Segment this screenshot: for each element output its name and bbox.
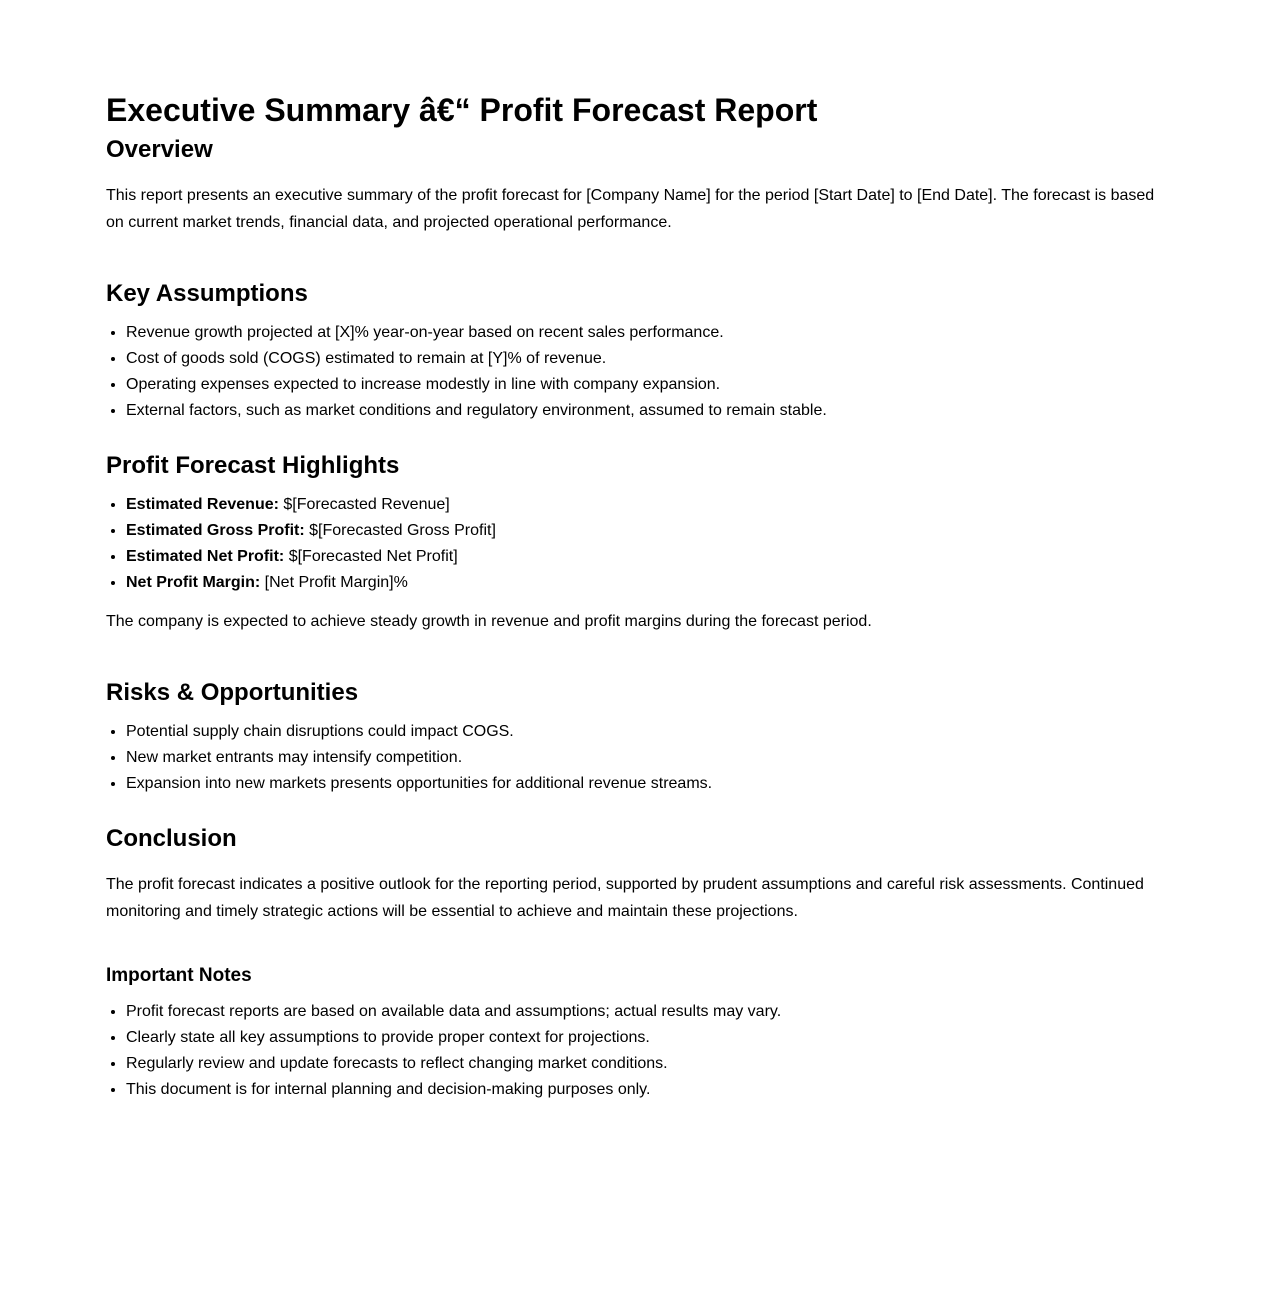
highlight-label: Net Profit Margin: [126, 574, 261, 591]
list-item: • Clearly state all key assumptions to provide proper context for projections. [126, 1025, 1166, 1051]
overview-text: This report presents an executive summary of the profit forecast for [Company Name] for the period [Start Date] to [End Date]. The forecast is based on current market trends, financial data, and projected operational performance. [106, 187, 1155, 231]
list-item: • Revenue growth projected at [X]% year-on-year based on recent sales performance. [126, 320, 1166, 346]
list-item: • Potential supply chain disruptions could impact COGS. [126, 719, 1166, 745]
highlight-value: $[Forecasted Revenue] [278, 496, 450, 513]
assumptions-heading: Key Assumptions [106, 280, 308, 307]
highlights-list [106, 492, 1166, 596]
list-item [126, 570, 1166, 596]
notes-heading: Important Notes [106, 965, 252, 986]
list-item [126, 518, 1166, 544]
list-item: • Profit forecast reports are based on available data and assumptions; actual results may vary. [126, 999, 1166, 1025]
list-item: • Cost of goods sold (COGS) estimated to remain at [Y]% of revenue. [126, 346, 1166, 372]
highlight-value: $[Forecasted Net Profit] [284, 548, 458, 565]
highlight-value: [Net Profit Margin]% [260, 574, 408, 591]
page-title: Executive Summary â€“ Profit Forecast Report [106, 92, 818, 128]
highlight-label: Estimated Net Profit: [126, 548, 285, 565]
highlights-summary: The company is expected to achieve steady growth in revenue and profit margins during the forecast period. [106, 613, 872, 630]
highlights-heading: Profit Forecast Highlights [106, 452, 400, 479]
list-item: • Expansion into new markets presents opportunities for additional revenue streams. [126, 771, 1166, 797]
highlight-label: Estimated Gross Profit: [126, 522, 305, 539]
list-item: • External factors, such as market conditions and regulatory environment, assumed to remain stable. [126, 398, 1166, 424]
risks-list [106, 719, 1166, 797]
notes-list [106, 999, 1166, 1103]
overview-heading: Overview [106, 136, 213, 163]
list-item [126, 544, 1166, 570]
list-item: • New market entrants may intensify competition. [126, 745, 1166, 771]
assumptions-list [106, 320, 1166, 424]
conclusion-heading: Conclusion [106, 825, 237, 852]
highlight-value: $[Forecasted Gross Profit] [304, 522, 496, 539]
list-item: • Operating expenses expected to increase modestly in line with company expansion. [126, 372, 1166, 398]
list-item: • Regularly review and update forecasts to reflect changing market conditions. [126, 1051, 1166, 1077]
conclusion-text: The profit forecast indicates a positive outlook for the reporting period, supported by prudent assumptions and careful risk assessments. Continued monitoring and timely strategic actions will be essential to achieve and maintain these projections. [106, 876, 1144, 920]
highlight-label: Estimated Revenue: [126, 496, 279, 513]
risks-heading: Risks & Opportunities [106, 679, 359, 706]
list-item: • This document is for internal planning and decision-making purposes only. [126, 1077, 1166, 1103]
list-item [126, 492, 1166, 518]
